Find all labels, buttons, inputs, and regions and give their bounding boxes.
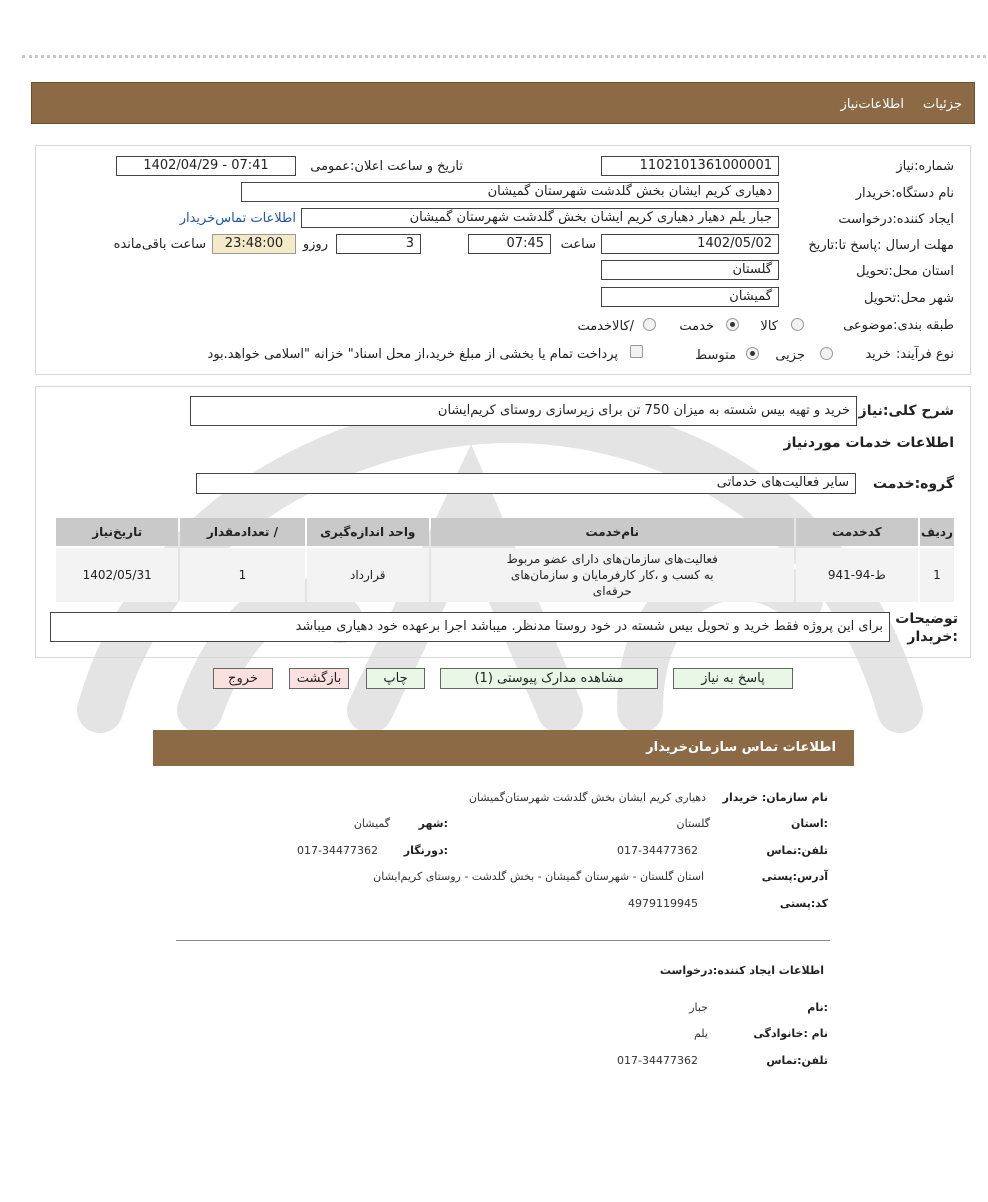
header-bar: [31, 82, 975, 124]
province-label: استان محل:تحویل: [856, 264, 954, 279]
print-button[interactable]: چاپ: [366, 668, 425, 689]
contact-org-value: دهیاری کریم ایشان بخش گلدشت شهرستان‌گمیشان: [468, 791, 706, 804]
cell-service-name: فعالیت‌های سازمان‌های دارای عضو مربوط به کسب و ،کار کارفرمایان و سازمان‌های حرفه‌ای: [431, 548, 794, 602]
contact-phone-label: تلفن:تماس: [766, 844, 828, 857]
contact-fax-value: 017-34477362: [297, 844, 378, 857]
deadline-time-label: ساعت: [560, 237, 596, 252]
contact-divider: [176, 940, 830, 941]
need-info-panel: [35, 145, 971, 375]
contact-postal-value: 4979119945: [628, 897, 698, 910]
buyer-notes-label-2: :خریدار: [907, 629, 958, 645]
col-row: ردیف: [920, 518, 954, 546]
service-group-field: سایر فعالیت‌های خدماتی: [196, 473, 856, 494]
contact-address-value: استان گلستان - شهرستان گمیشان - بخش گلدشت - روستای کریم‌ایشان: [373, 870, 704, 883]
process-option-minor: جزیی: [775, 348, 805, 363]
col-service-name: نام‌خدمت: [431, 518, 794, 546]
need-number-label: شماره:نیاز: [896, 159, 954, 174]
contact-postal-label: کد:پستی: [779, 897, 828, 910]
cell-unit: قرارداد: [307, 548, 429, 602]
contact-header-bar: [153, 730, 854, 766]
creator-family-value: یلم: [693, 1027, 708, 1040]
back-button[interactable]: بازگشت: [289, 668, 349, 689]
cell-need-date: 1402/05/31: [56, 548, 178, 602]
process-radio-minor[interactable]: [820, 347, 833, 360]
tab-details[interactable]: جزئیات: [923, 97, 962, 112]
creator-label: ایجاد کننده:درخواست: [838, 212, 954, 227]
deadline-time-field: 07:45: [468, 234, 551, 254]
city-field: گمیشان: [601, 287, 779, 307]
exit-button[interactable]: خروج: [213, 668, 273, 689]
city-label: شهر محل:تحویل: [864, 291, 954, 306]
col-need-date: تاریخ‌نیاز: [56, 518, 178, 546]
category-radio-goods-service[interactable]: [643, 318, 656, 331]
buyer-notes-label-1: توضیحات: [895, 611, 958, 627]
creator-field: جبار یلم دهیار دهیاری کریم ایشان بخش گلدشت شهرستان گمیشان: [301, 208, 779, 228]
contact-phone-value: 017-34477362: [617, 844, 698, 857]
creator-family-label: نام :خانوادگی: [753, 1027, 828, 1040]
buyer-org-label: نام دستگاه:خریدار: [855, 186, 954, 201]
creator-phone-value: 017-34477362: [617, 1054, 698, 1067]
col-service-code: کدخدمت: [796, 518, 918, 546]
category-option-goods-service: /کالاخدمت: [577, 319, 634, 334]
cell-quantity: 1: [180, 548, 304, 602]
treasury-checkbox[interactable]: [630, 345, 643, 358]
creator-name-label: :نام: [807, 1001, 828, 1014]
contact-address-label: آدرس:پستی: [761, 870, 828, 883]
category-radio-service[interactable]: [726, 318, 739, 331]
creator-phone-label: تلفن:تماس: [766, 1054, 828, 1067]
contact-province-value: گلستان: [676, 817, 710, 830]
summary-field: خرید و تهیه بیس شسته به میزان 750 تن برای زیرسازی روستای کریم‌ایشان: [190, 396, 857, 426]
creator-info-heading: اطلاعات ایجاد کننده:درخواست: [659, 964, 824, 977]
table-row: [56, 548, 954, 602]
treasury-note: پرداخت تمام یا بخشی از مبلغ خرید،از محل اسناد" خزانه "اسلامی خواهد.بود: [207, 347, 618, 362]
category-option-goods: کالا: [760, 319, 778, 334]
contact-city-value: گمیشان: [353, 817, 390, 830]
service-group-label: گروه:خدمت: [872, 476, 954, 492]
buyer-contact-link[interactable]: اطلاعات تماس‌خریدار: [179, 211, 296, 226]
cell-row: 1: [920, 548, 954, 602]
summary-label: شرح کلی:نیاز: [858, 403, 954, 419]
contact-header-title: اطلاعات تماس سازمان‌خریدار: [646, 740, 836, 755]
category-radio-goods[interactable]: [791, 318, 804, 331]
process-option-medium: متوسط: [695, 348, 736, 363]
process-label: نوع فرآیند:: [896, 347, 954, 362]
services-heading: اطلاعات خدمات موردنیاز: [783, 435, 954, 451]
remaining-time-field: 23:48:00: [212, 234, 296, 254]
announce-label: تاریخ و ساعت اعلان:عمومی: [310, 159, 463, 174]
col-unit: واحد اندازه‌گیری: [307, 518, 429, 546]
contact-city-label: :شهر: [418, 817, 448, 830]
top-divider: [22, 55, 986, 58]
buyer-notes-field: برای این پروژه فقط خرید و تحویل بیس شسته در خود روستا مدنظر. میباشد اجرا برعهده خود دهیاری میباشد: [50, 612, 890, 642]
col-quantity: / تعدادمقدار: [180, 518, 304, 546]
category-label: طبقه بندی:موضوعی: [843, 318, 954, 333]
contact-province-label: :استان: [791, 817, 828, 830]
process-value: خرید: [865, 347, 891, 362]
process-radio-medium[interactable]: [746, 347, 759, 360]
cell-service-code: ط-94-941: [796, 548, 918, 602]
deadline-date-field: 1402/05/02: [601, 234, 779, 254]
days-label: روزو: [302, 237, 328, 252]
view-documents-button[interactable]: مشاهده مدارک پیوستی (1): [440, 668, 658, 689]
services-table: [54, 516, 956, 604]
deadline-label: مهلت ارسال :پاسخ تا:تاریخ: [808, 238, 954, 253]
remaining-label: ساعت باقی‌مانده: [113, 237, 206, 252]
need-number-field: 1102101361000001: [601, 156, 779, 176]
contact-fax-label: :دورنگار: [403, 844, 448, 857]
announce-datetime-field: 1402/04/29 - 07:41: [116, 156, 296, 176]
creator-name-value: جبار: [689, 1001, 708, 1014]
category-option-service: خدمت: [679, 319, 714, 334]
buyer-org-field: دهیاری کریم ایشان بخش گلدشت شهرستان گمیشان: [241, 182, 779, 202]
tab-need-info[interactable]: اطلاعات‌نیاز: [840, 97, 904, 112]
contact-org-label: نام سازمان: خریدار: [722, 791, 828, 804]
reply-button[interactable]: پاسخ به نیاز: [673, 668, 793, 689]
days-field: 3: [336, 234, 421, 254]
province-field: گلستان: [601, 260, 779, 280]
